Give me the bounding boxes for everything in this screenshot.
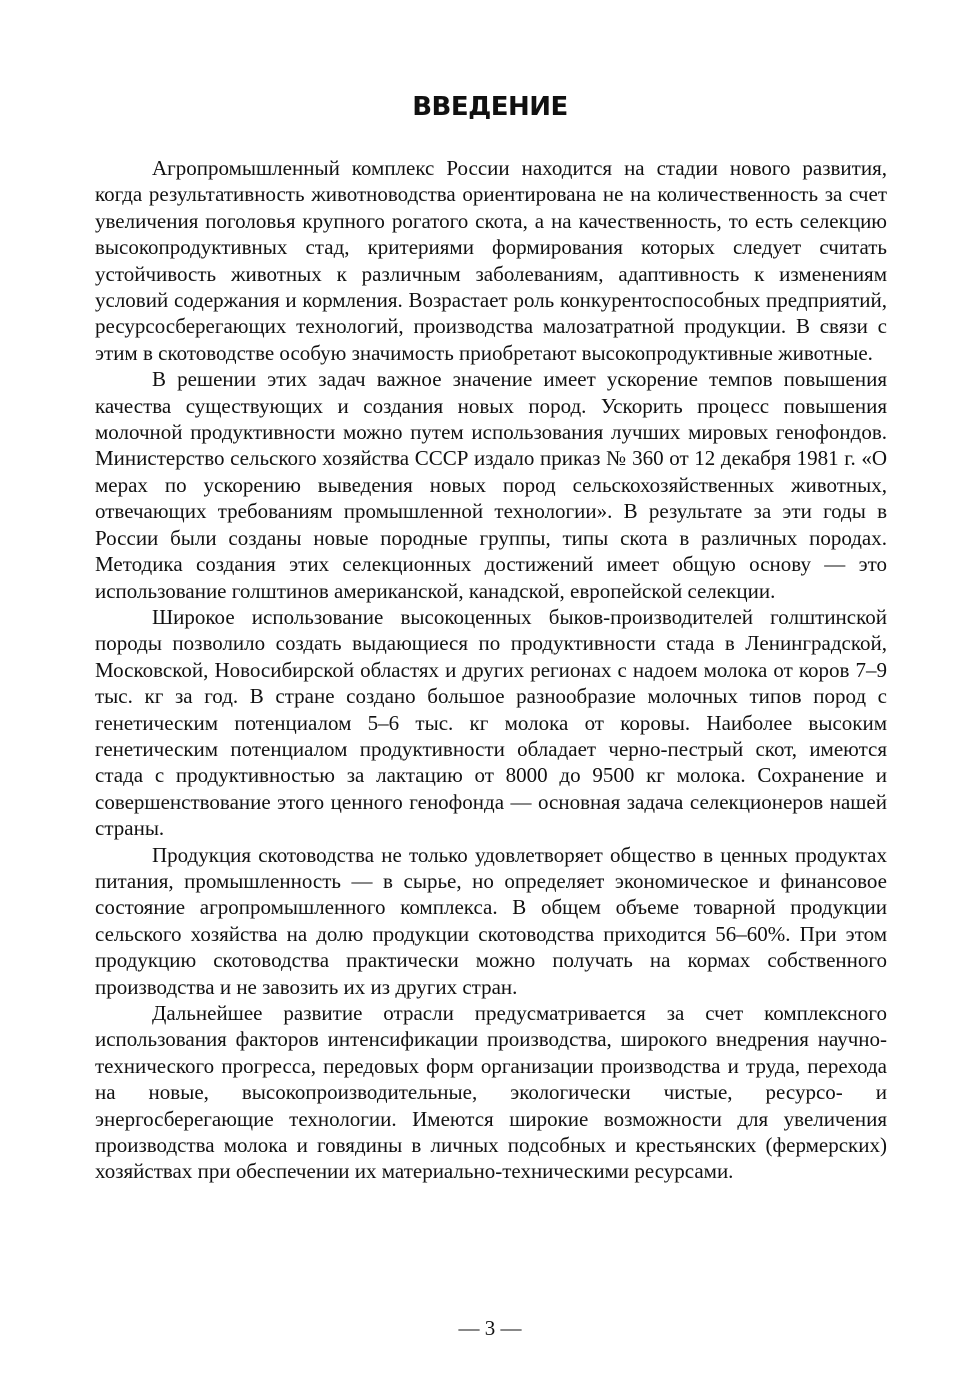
- page-number: — 3 —: [458, 1316, 522, 1340]
- paragraph-5: Дальнейшее развитие отрасли предусматривается за счет комплексного использования факторов интенсификации производства, широкого внедрения научно-технического прогресса, передовых форм организации производства и труда, перехода на новые, высокопроизводительные, экологически чистые, ресурсо- и энергосберегающие технологии. Имеются широкие возможности для увеличения производства молока и говядины в личных подсобных и крестьянских (фермерских) хозяйствах при обеспечении их материально-техническими ресурсами.: [95, 1001, 887, 1184]
- paragraph-3: Широкое использование высокоценных быков-производителей голштинской породы позволило создать выдающиеся по продуктивности стада в Ленинградской, Московской, Новосибирской областях и других регионах с надоем молока от коров 7–9 тыс. кг за год. В стране создано большое разнообразие молочных типов пород с генетическим потенциалом 5–6 тыс. кг молока от коровы. Наиболее высоким генетическим потенциалом продуктивности обладает черно-пестрый скот, имеются стада с продуктивностью за лактацию от 8000 до 9500 кг молока. Сохранение и совершенствование этого ценного генофонда — основная задача селекционеров нашей страны.: [95, 604, 887, 841]
- paragraph-1: Агропромышленный комплекс России находится на стадии нового развития, когда результативность животноводства ориентирована не на количественность за счет увеличения поголовья крупного рогатого скота, а на качественность, то есть селекцию высокопродуктивных стад, критериями формирования которых следует считать устойчивость животных к различным заболеваниям, адаптивность к изменениям условий содержания и кормления. Возрастает роль конкурентоспособных предприятий, ресурсосберегающих технологий, производства малозатратной продукции. В связи с этим в скотоводстве особую значимость приобретают высокопродуктивные животные.: [95, 156, 887, 365]
- body-text: [95, 155, 887, 1185]
- paragraph-4: Продукция скотоводства не только удовлетворяет общество в ценных продуктах питания, промышленность — в сырье, но определяет экономическое и финансовое состояние агропромышленного комплекса. В общем объеме товарной продукции сельского хозяйства на долю продукции скотоводства приходится 56–60%. При этом продукцию скотоводства практически можно получать на кормах собственного производства и не завозить их из других стран.: [95, 842, 887, 999]
- paragraph-2: В решении этих задач важное значение имеет ускорение темпов повышения качества существующих и создания новых пород. Ускорить процесс повышения молочной продуктивности можно путем использования лучших мировых генофондов. Министерство сельского хозяйства СССР издало приказ № 360 от 12 декабря 1981 г. «О мерах по ускорению выведения новых пород сельскохозяйственных животных, отвечающих требованиям промышленной технологии». В результате за эти годы в России были созданы новые породные группы, типы скота в различных породах. Методика создания этих селекционных достижений имеет общую основу — это использование голштинов американской, канадской, европейской селекции.: [95, 367, 887, 603]
- page-title: ВВЕДЕНИЕ: [412, 92, 568, 122]
